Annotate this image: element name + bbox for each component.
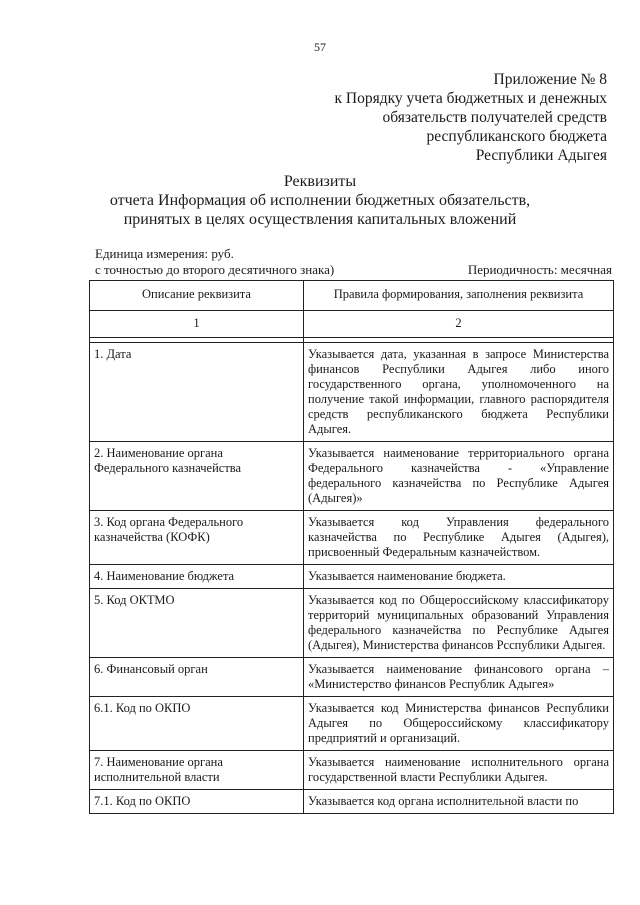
table-row	[90, 589, 614, 658]
precision-note: с точностью до второго десятичного знака)	[95, 262, 335, 277]
requisite-description: 5. Код ОКТМО	[90, 589, 304, 658]
column-number: 2	[304, 311, 614, 338]
requisite-description: 1. Дата	[90, 343, 304, 442]
table-row	[90, 343, 614, 442]
header-description: Описание реквизита	[90, 281, 304, 311]
appendix-line: Республики Адыгея	[475, 147, 607, 164]
requisite-rule: Указывается наименование финансового органа – «Министерство финансов Республик Адыгея»	[304, 658, 614, 697]
requisite-description: 7.1. Код по ОКПО	[90, 790, 304, 814]
table-row	[90, 511, 614, 565]
table-row	[90, 442, 614, 511]
appendix-line: к Порядку учета бюджетных и денежных	[334, 90, 607, 107]
requisite-description: 3. Код органа Федерального казначейства (КОФК)	[90, 511, 304, 565]
header-rule: Правила формирования, заполнения реквизита	[304, 281, 614, 311]
requisite-description: 7. Наименование органа исполнительной власти	[90, 751, 304, 790]
requisite-description: 6.1. Код по ОКПО	[90, 697, 304, 751]
requisite-rule: Указывается код Министерства финансов Республики Адыгея по Общероссийскому классификатору предприятий и организаций.	[304, 697, 614, 751]
document-heading	[0, 172, 640, 229]
units-info	[95, 246, 334, 278]
page-number: 57	[314, 40, 326, 54]
heading-subtitle: принятых в целях осуществления капитальных вложений	[123, 211, 517, 228]
table-row	[90, 658, 614, 697]
table-row	[90, 697, 614, 751]
requisite-description: 2. Наименование органа Федерального казначейства	[90, 442, 304, 511]
table-row	[90, 790, 614, 814]
appendix-line: обязательств получателей средств	[382, 109, 607, 126]
table-row	[90, 565, 614, 589]
heading-subtitle: отчета Информация об исполнении бюджетных обязательств,	[109, 192, 531, 209]
table-header-row	[90, 281, 614, 311]
requisites-table	[89, 280, 614, 814]
heading-title: Реквизиты	[283, 173, 357, 190]
requisite-rule: Указывается код по Общероссийскому классификатору территорий муниципальных образований Управления федерального казначейства по Республике Адыгея (Адыгея), Министерства финансов Рсспублики Адыгея.	[304, 589, 614, 658]
appendix-title: Приложение № 8	[493, 71, 607, 88]
requisite-rule: Указывается код Управления федерального казначейства по Республике Адыгея (Адыгея), присвоенный Федеральным казначейством.	[304, 511, 614, 565]
requisite-rule: Указывается наименование бюджета.	[304, 565, 614, 589]
column-number-row	[90, 311, 614, 338]
table-row	[90, 751, 614, 790]
requisite-description: 4. Наименование бюджета	[90, 565, 304, 589]
requisite-description: 6. Финансовый орган	[90, 658, 304, 697]
unit-of-measure: Единица измерения: руб.	[95, 246, 234, 261]
appendix-reference	[334, 70, 607, 165]
column-number: 1	[90, 311, 304, 338]
requisite-rule: Указывается код органа исполнительной власти по	[304, 790, 614, 814]
requisite-rule: Указывается наименование исполнительного органа государственной власти Республики Адыгея.	[304, 751, 614, 790]
requisite-rule: Указывается наименование территориального органа Федерального казначейства - «Управление федерального казначейства по Республике Адыгея (Адыгея)»	[304, 442, 614, 511]
periodicity: Периодичность: месячная	[467, 262, 612, 277]
requisite-rule: Указывается дата, указанная в запросе Министерства финансов Республики Адыгея либо иного государственного органа, уполномоченного на получение такой информации, главного распорядителя средств республиканского бюджета Республики Адыгея.	[304, 343, 614, 442]
appendix-line: республиканского бюджета	[426, 128, 607, 145]
